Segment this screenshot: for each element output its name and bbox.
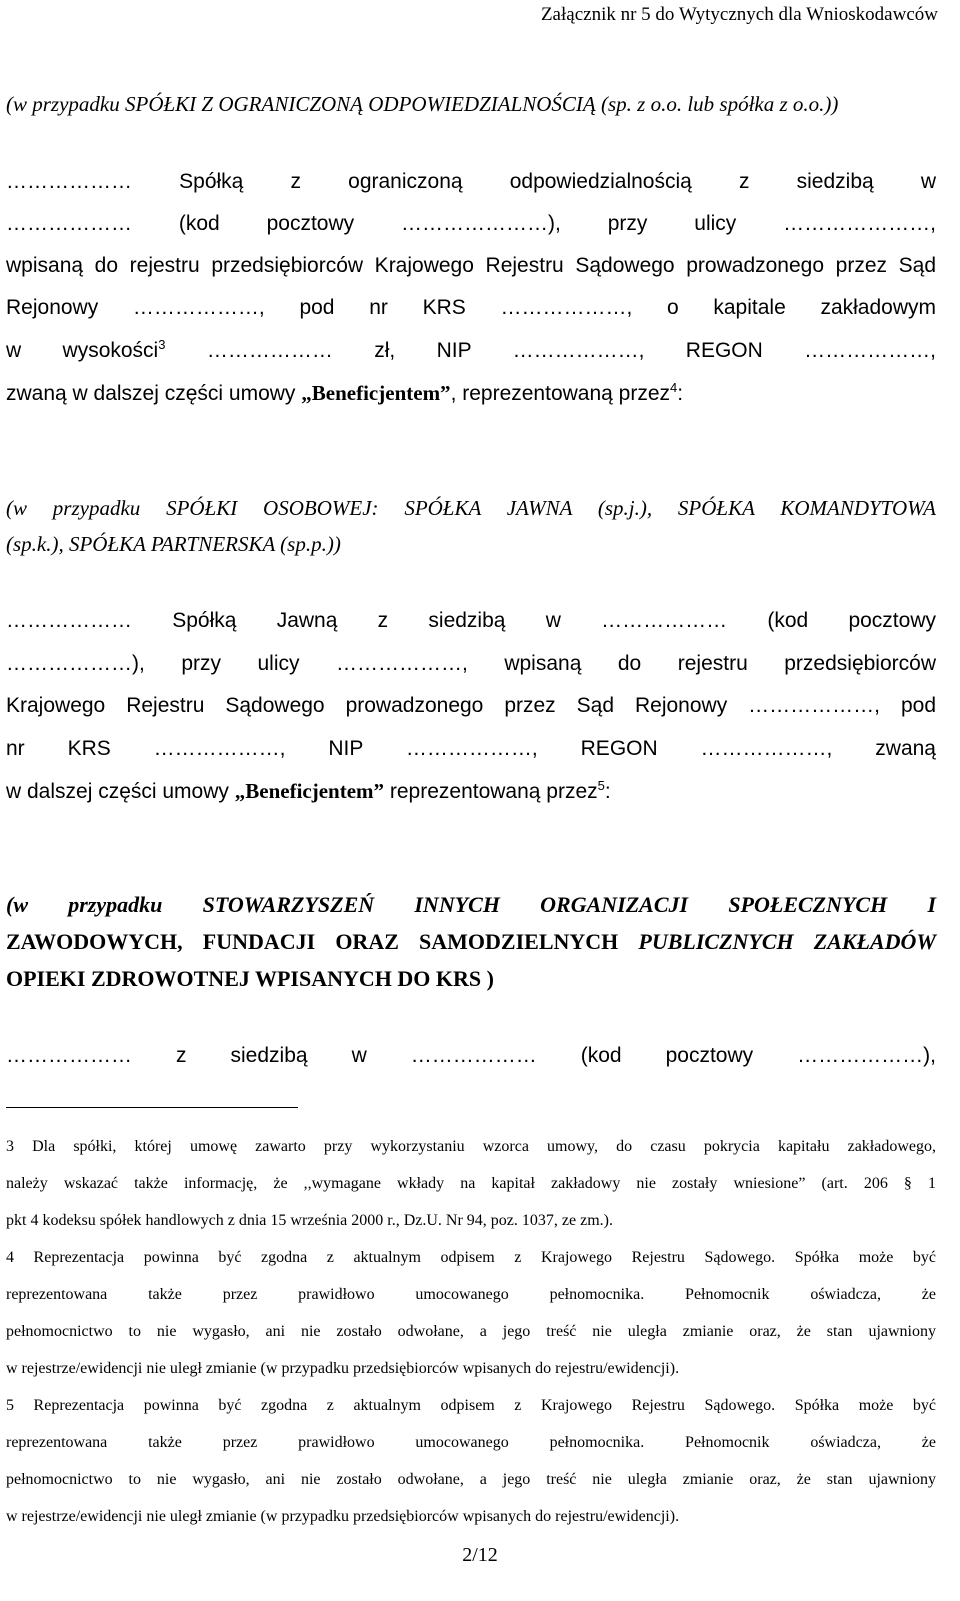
section1-line-1: ……………… Spółką z ograniczoną odpowiedzialnością z siedzibą w xyxy=(6,170,936,193)
section2-title-line-1: (w przypadku SPÓŁKI OSOBOWEJ: SPÓŁKA JAWNA (sp.j.), SPÓŁKA KOMANDYTOWA xyxy=(6,496,936,520)
footnote-3-line-2: należy wskazać także informację, że ,,wymagane wkłady na kapitał zakładowy nie zostały wniesione” (art. 206 § 1 xyxy=(6,1175,936,1192)
colon: : xyxy=(604,780,611,803)
footnote-4-line-3: pełnomocnictwo to nie wygasło, ani nie zostało odwołane, a jego treść nie uległa zmianie oraz, że stan ujawniony xyxy=(6,1323,936,1340)
section3-title-2b: PUBLICZNYCH ZAKŁADÓW xyxy=(638,929,936,954)
footnote-3-line-1: 3 Dla spółki, której umowę zawarto przy wykorzystaniu wzorca umowy, do czasu pokrycia kapitału zakładowego, xyxy=(6,1138,936,1155)
section2-line-2: ………………), przy ulicy ………………, wpisaną do rejestru przedsiębiorców xyxy=(6,652,936,675)
beneficiary-term-2: „Beneficjentem” xyxy=(234,779,385,803)
section1-line-5 xyxy=(6,336,936,366)
section1-line-6-start: zwaną w dalszej części umowy xyxy=(6,382,296,405)
section2-line-5-tail: reprezentowaną przez xyxy=(384,780,598,803)
section1-title: (w przypadku SPÓŁKI Z OGRANICZONĄ ODPOWIEDZIALNOŚCIĄ (sp. z o.o. lub spółka z o.o.)) xyxy=(6,92,839,116)
section1-line-5-start: w wysokości xyxy=(6,339,159,362)
footnote-4-line-1: 4 Reprezentacja powinna być zgodna z aktualnym odpisem z Krajowego Rejestru Sądowego. Spółka może być xyxy=(6,1249,936,1266)
section1-line-2: ……………… (kod pocztowy …………………), przy ulicy …………………, xyxy=(6,212,936,235)
section2-line-5 xyxy=(6,776,936,806)
section3-title-1a: (w przypadku xyxy=(6,892,203,917)
colon: : xyxy=(677,382,684,405)
footnote-5-line-4: w rejestrze/ewidencji nie uległ zmianie (w przypadku przedsiębiorców wpisanych do rejestru/ewidencji). xyxy=(6,1508,680,1525)
section2-line-5-start: w dalszej części umowy xyxy=(6,780,229,803)
beneficiary-term-1: „Beneficjentem” xyxy=(301,381,451,405)
section3-title-2a: ZAWODOWYCH, FUNDACJI ORAZ SAMODZIELNYCH xyxy=(6,929,639,954)
section2-line-4: nr KRS ………………, NIP ………………, REGON ………………, zwaną xyxy=(6,737,936,760)
section1-line-6-tail: , reprezentowaną przez xyxy=(450,382,671,405)
footnote-5-line-2: reprezentowana także przez prawidłowo umocowanego pełnomocnika. Pełnomocnik oświadcza, że xyxy=(6,1434,936,1451)
section1-line-3: wpisaną do rejestru przedsiębiorców Krajowego Rejestru Sądowego prowadzonego przez Sąd xyxy=(6,254,936,277)
section1-line-4: Rejonowy ………………, pod nr KRS ………………, o kapitale zakładowym xyxy=(6,296,936,319)
page-number: 2/12 xyxy=(462,1544,498,1566)
section3-title-line-2 xyxy=(6,923,936,960)
footnote-4-line-2: reprezentowana także przez prawidłowo umocowanego pełnomocnika. Pełnomocnik oświadcza, że xyxy=(6,1286,936,1303)
footnote-ref-5: 5 xyxy=(597,778,605,793)
footnote-5-line-1: 5 Reprezentacja powinna być zgodna z aktualnym odpisem z Krajowego Rejestru Sądowego. Spółka może być xyxy=(6,1397,936,1414)
section2-line-1: ……………… Spółką Jawną z siedzibą w ……………… (kod pocztowy xyxy=(6,609,936,632)
section1-line-5-end: ……………… zł, NIP ………………, REGON ………………, xyxy=(206,339,936,362)
section2-line-3: Krajowego Rejestru Sądowego prowadzonego przez Sąd Rejonowy ………………, pod xyxy=(6,694,936,717)
footnote-4-line-4: w rejestrze/ewidencji nie uległ zmianie (w przypadku przedsiębiorców wpisanych do rejestru/ewidencji). xyxy=(6,1360,680,1377)
footnote-5-line-3: pełnomocnictwo to nie wygasło, ani nie zostało odwołane, a jego treść nie uległa zmianie oraz, że stan ujawniony xyxy=(6,1471,936,1488)
section3-title-line-1 xyxy=(6,886,936,923)
section3-line-1: ……………… z siedzibą w ……………… (kod pocztowy ………………), xyxy=(6,1044,936,1067)
footnote-3-line-3: pkt 4 kodeksu spółek handlowych z dnia 15 września 2000 r., Dz.U. Nr 94, poz. 1037, ze zm.). xyxy=(6,1212,613,1229)
section2-title-line-2: (sp.k.), SPÓŁKA PARTNERSKA (sp.p.)) xyxy=(6,532,341,556)
footnote-ref-3: 3 xyxy=(158,337,166,352)
footnote-ref-4: 4 xyxy=(670,380,678,395)
section3-title-1b: STOWARZYSZEŃ INNYCH ORGANIZACJI SPOŁECZNYCH I xyxy=(202,892,937,917)
section3-title-line-3: OPIEKI ZDROWOTNEJ WPISANYCH DO KRS ) xyxy=(6,966,494,991)
attachment-header: Załącznik nr 5 do Wytycznych dla Wnioskodawców xyxy=(540,4,938,25)
section1-line-6 xyxy=(6,378,936,408)
footnote-separator xyxy=(6,1107,298,1108)
